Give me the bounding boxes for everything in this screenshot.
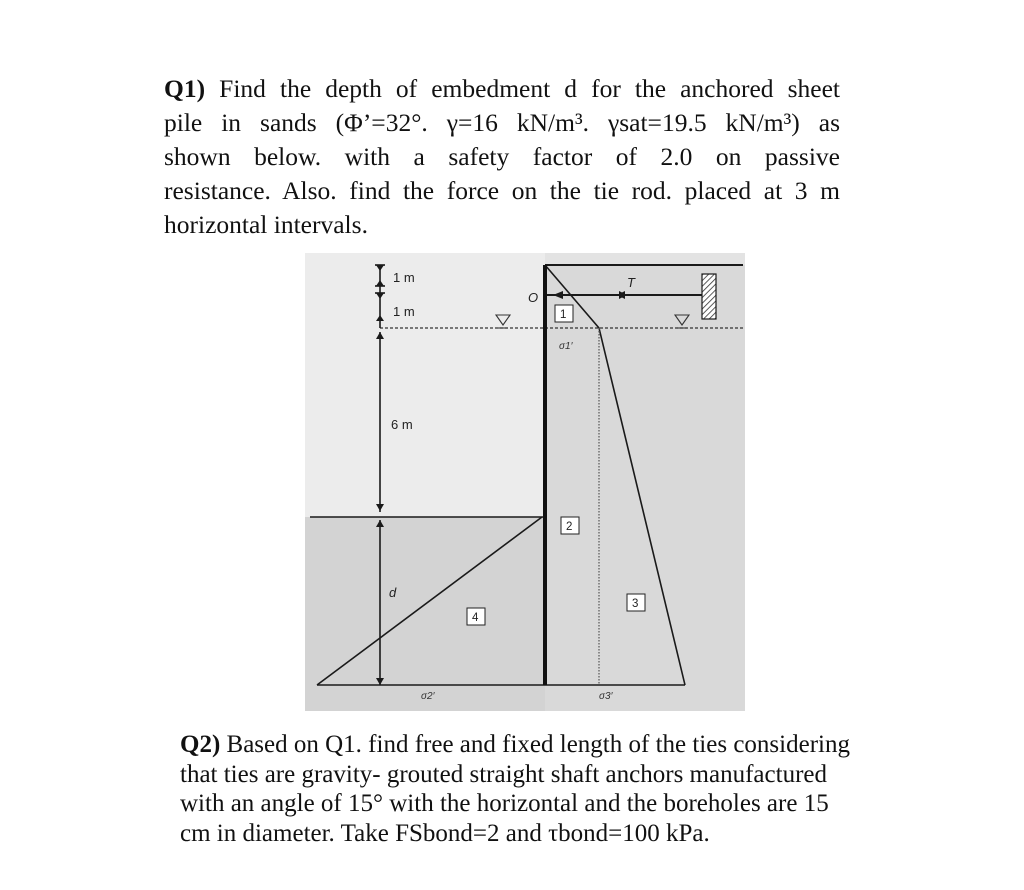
soil-below-dredge (305, 517, 545, 711)
soil-above-dredge (305, 253, 545, 517)
q1-line-3: shown below. with a safety factor of 2.0 on passive (164, 142, 840, 171)
q2-label: Q2) (180, 731, 221, 758)
q2-line-2: that ties are gravity- grouted straight shaft anchors manufactured (180, 760, 827, 788)
q2-line-1-text: Based on Q1. find free and fixed length of the ties considering (226, 731, 850, 758)
q2-line-3: with an angle of 15° with the horizontal and the boreholes are 15 (180, 790, 829, 817)
region-3-label: 3 (632, 598, 639, 610)
sigma-3-label: σ3′ (599, 691, 613, 702)
q2-line-4: cm in diameter. Take FSbond=2 and τbond=100 kPa. (180, 819, 710, 847)
region-4-label: 4 (472, 612, 479, 624)
q1-line-4: resistance. Also. find the force on the tie rod. placed at 3 m (164, 176, 840, 205)
question-2 (180, 730, 900, 848)
dim-label-top: 1 m (393, 270, 415, 285)
sigma-1-label: σ1′ (559, 341, 573, 352)
anchor-plate (702, 274, 716, 319)
dim-label-bottom: d (389, 585, 397, 600)
sheet-pile (543, 265, 547, 685)
q2-line-1 (180, 730, 900, 760)
q1-line-2: pile in sands (Φ’=32°. γ=16 kN/m³. γsat=19.5 kN/m³) as (164, 108, 840, 137)
dim-label-second: 1 m (393, 304, 415, 319)
tie-force-label: T (627, 275, 635, 290)
region-2-label: 2 (566, 521, 573, 533)
backfill-soil (545, 265, 745, 711)
point-o-label: O (528, 290, 539, 305)
q1-line-1 (164, 72, 840, 106)
dim-label-middle: 6 m (391, 417, 413, 432)
q1-label: Q1) (164, 74, 206, 103)
sigma-2-label: σ2′ (421, 691, 435, 702)
sheet-pile-diagram (305, 253, 745, 711)
region-1-label: 1 (560, 309, 567, 321)
q1-line-5: horizontal intervals. (164, 210, 368, 239)
question-1 (164, 72, 840, 242)
q1-line-1-text: Find the depth of embedment d for the anchored sheet (219, 74, 841, 103)
